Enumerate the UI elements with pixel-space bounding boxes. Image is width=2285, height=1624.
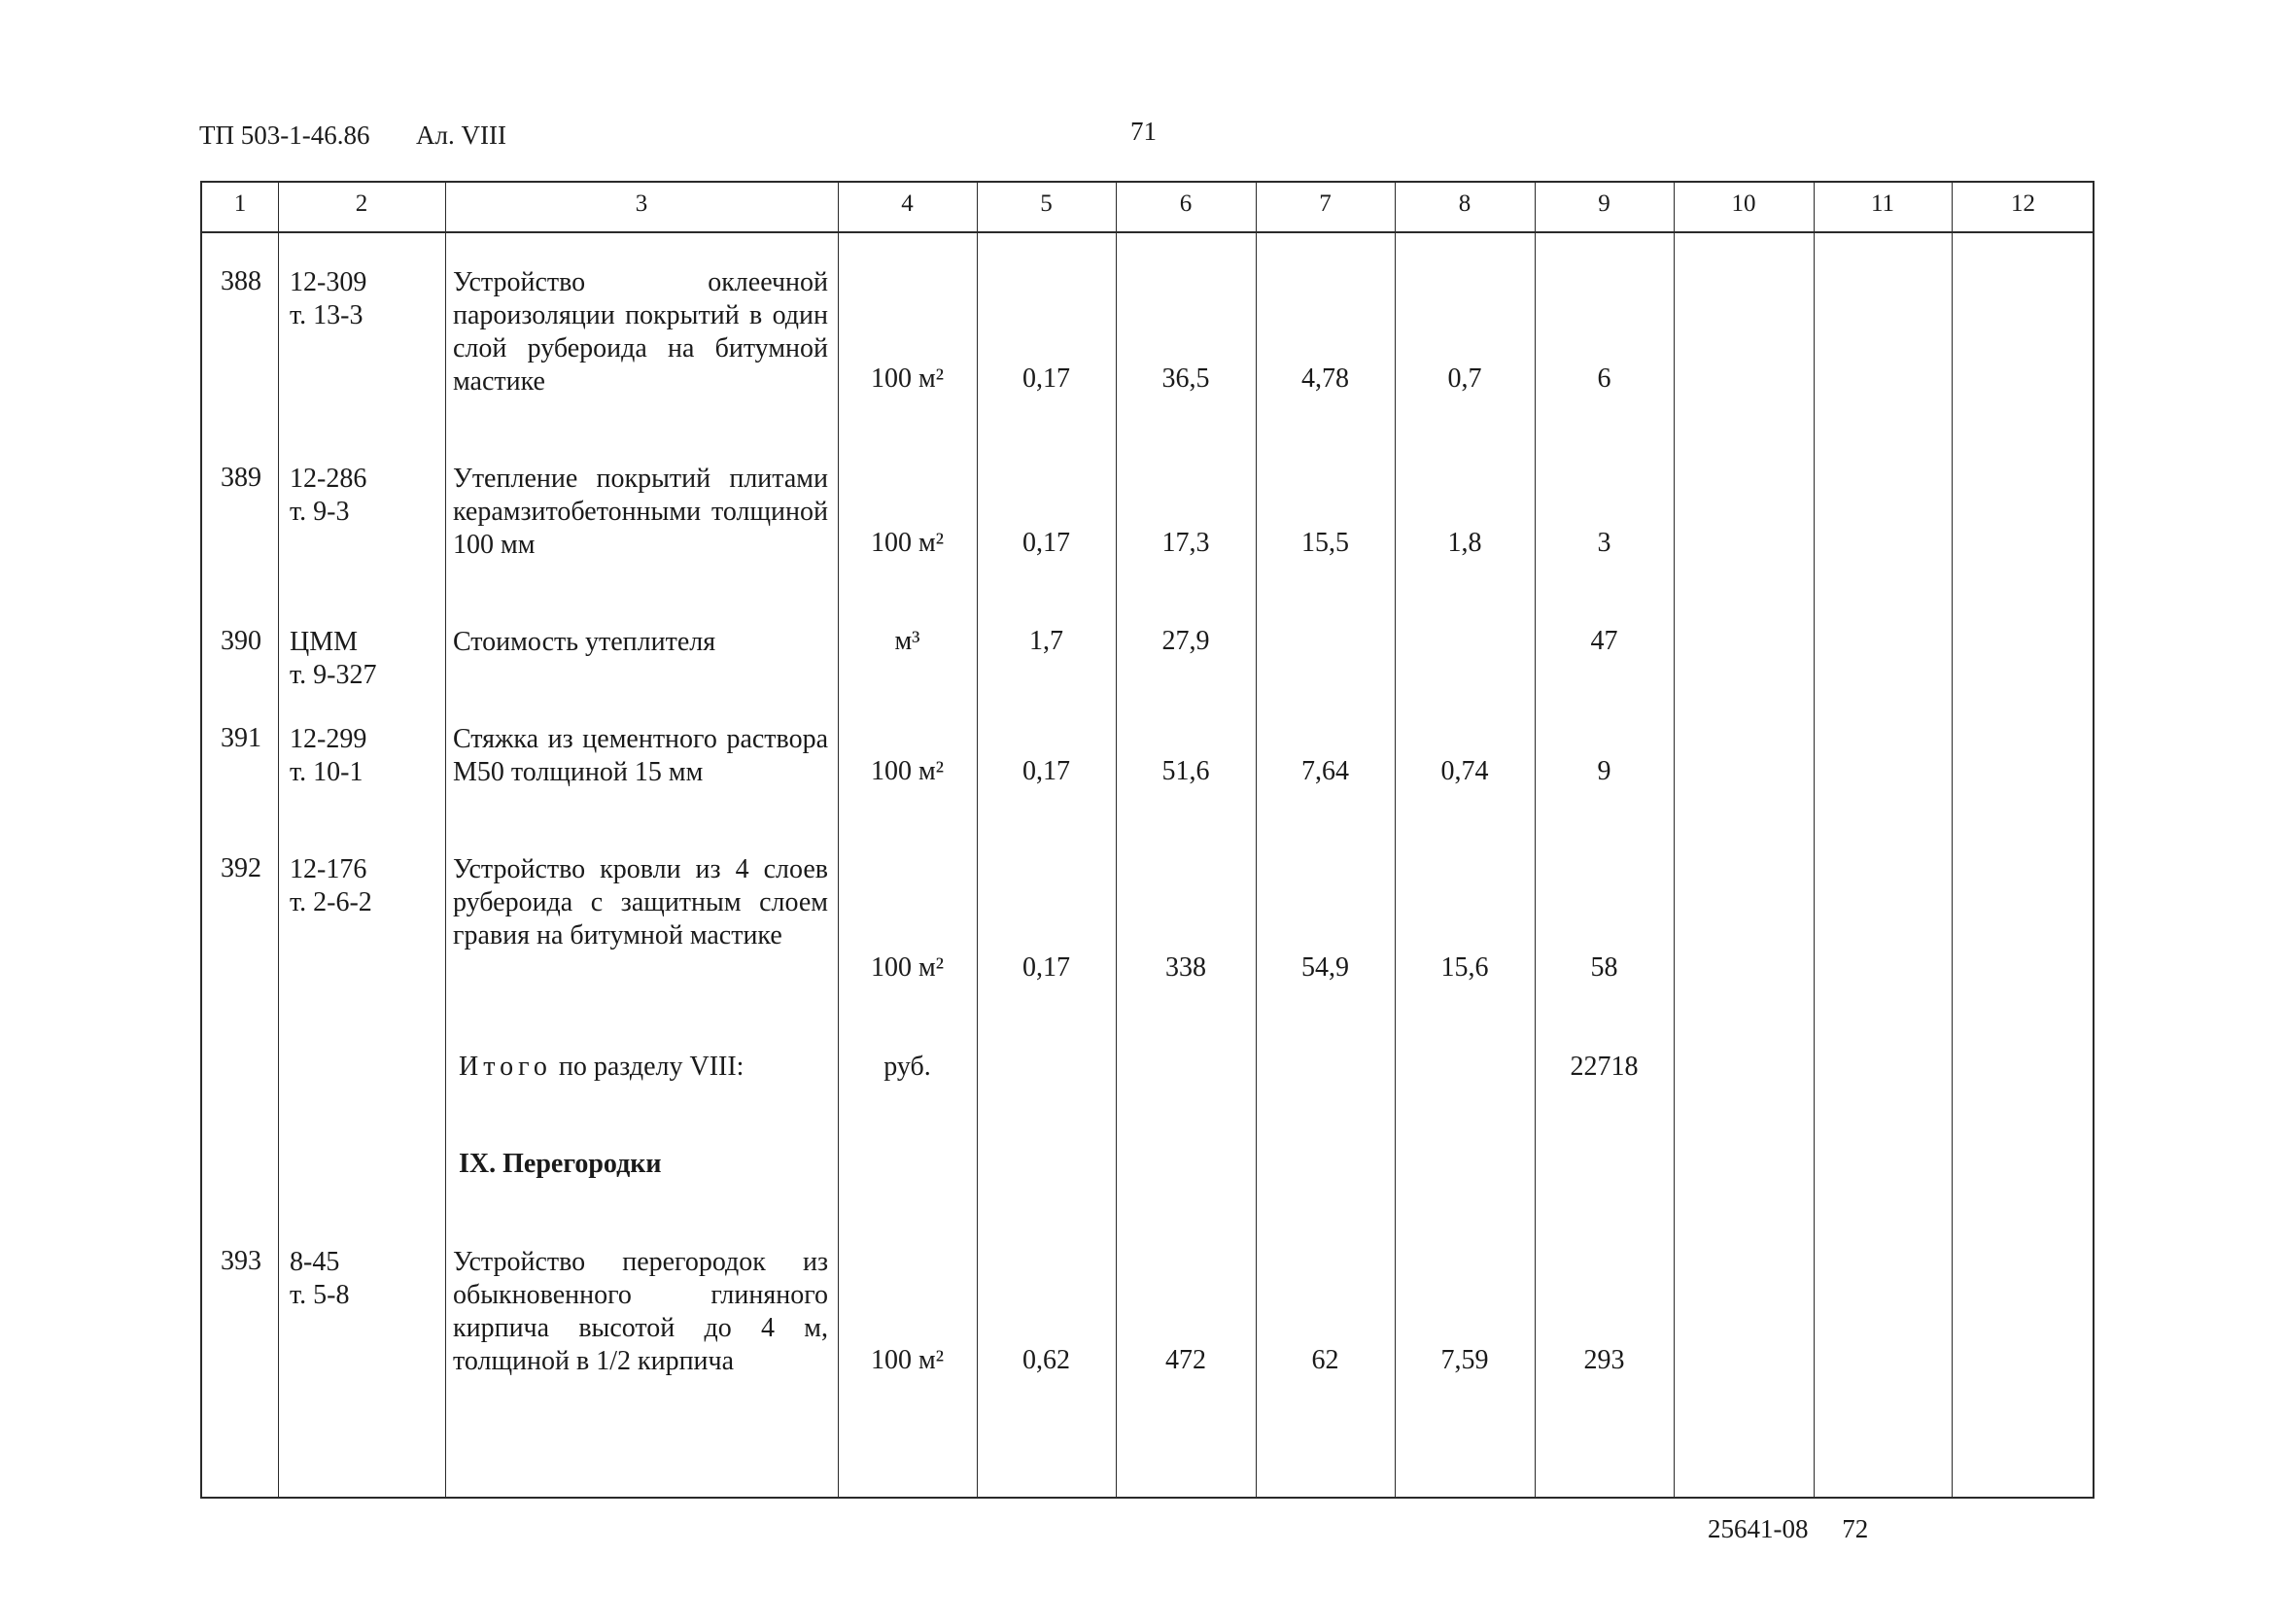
norm-code <box>290 1246 349 1312</box>
col-divider <box>278 183 279 1497</box>
norm-code <box>290 723 366 789</box>
page-number: 71 <box>1130 117 1157 146</box>
unit-cell: 100 м² <box>870 363 945 394</box>
total-label-spaced: Итого <box>459 1052 552 1082</box>
page-footer <box>1708 1514 1868 1544</box>
unit-cell: 100 м² <box>870 528 945 558</box>
norm-code <box>290 463 366 529</box>
col7-cell: 54,9 <box>1301 952 1349 983</box>
norm-code-table: т. 10-1 <box>290 757 364 787</box>
col7-cell: 62 <box>1311 1345 1339 1375</box>
row-number: 390 <box>221 626 261 656</box>
section-title: IX. Перегородки <box>459 1149 662 1179</box>
row-number: 392 <box>221 853 261 883</box>
col7-cell: 15,5 <box>1301 528 1349 558</box>
column-number-5: 5 <box>1040 190 1053 217</box>
norm-code-table: т. 2-6-2 <box>290 887 372 917</box>
quantity-cell: 0,17 <box>1022 756 1070 786</box>
row-number: 391 <box>221 723 261 753</box>
quantity-cell: 1,7 <box>1029 626 1063 656</box>
col8-cell: 7,59 <box>1440 1345 1489 1375</box>
quantity-cell: 0,17 <box>1022 528 1070 558</box>
unit-cell: 100 м² <box>870 756 945 786</box>
column-number-9: 9 <box>1598 190 1610 217</box>
norm-code-main: 12-176 <box>290 854 367 884</box>
col9-cell: 58 <box>1590 952 1618 983</box>
estimate-table <box>200 181 2095 1499</box>
footer-doc-number: 25641-08 <box>1708 1514 1809 1543</box>
work-description: Утепление покрытий плитами керамзитобетонными толщиной 100 мм <box>453 464 828 560</box>
quantity-cell: 0,62 <box>1022 1345 1070 1375</box>
header-divider <box>202 231 2093 233</box>
column-number-2: 2 <box>355 190 368 217</box>
total-label <box>459 1052 744 1083</box>
col6-cell: 338 <box>1165 952 1206 983</box>
total-unit: руб. <box>883 1052 931 1082</box>
column-number-6: 6 <box>1179 190 1193 217</box>
norm-code-main: 12-286 <box>290 464 367 494</box>
col9-cell: 293 <box>1583 1345 1625 1375</box>
unit-cell: 100 м² <box>870 1345 945 1375</box>
norm-code-table: т. 9-3 <box>290 497 350 527</box>
norm-code <box>290 266 366 332</box>
work-description: Стоимость утеплителя <box>453 627 716 657</box>
column-number-4: 4 <box>901 190 914 217</box>
column-number-10: 10 <box>1731 190 1756 217</box>
col6-cell: 27,9 <box>1161 626 1210 656</box>
norm-code-main: 8-45 <box>290 1247 340 1277</box>
work-description: Устройство кровли из 4 слоев рубероида с защитным слоем гравия на битумной мастике <box>453 854 828 950</box>
work-description: Устройство оклеечной пароизоляции покрытий в один слой рубероида на битумной мастике <box>453 267 828 397</box>
document-code: ТП 503-1-46.86 <box>199 121 370 150</box>
col-divider <box>1814 183 1815 1497</box>
row-number: 393 <box>221 1246 261 1276</box>
col8-cell: 15,6 <box>1440 952 1489 983</box>
norm-code-table: т. 5-8 <box>290 1280 350 1310</box>
norm-code-table: т. 13-3 <box>290 300 364 330</box>
col8-cell: 0,74 <box>1440 756 1489 786</box>
col-divider <box>1952 183 1953 1497</box>
col6-cell: 51,6 <box>1161 756 1210 786</box>
col6-cell: 17,3 <box>1161 528 1210 558</box>
column-number-12: 12 <box>2011 190 2035 217</box>
col9-cell: 3 <box>1597 528 1611 558</box>
norm-code-main: 12-299 <box>290 724 367 754</box>
footer-sheet-number: 72 <box>1842 1514 1869 1543</box>
col7-cell: 4,78 <box>1301 363 1349 394</box>
col9-cell: 47 <box>1590 626 1618 656</box>
column-number-11: 11 <box>1870 190 1895 217</box>
col6-cell: 36,5 <box>1161 363 1210 394</box>
row-number: 388 <box>221 266 261 296</box>
quantity-cell: 0,17 <box>1022 363 1070 394</box>
column-number-3: 3 <box>635 190 648 217</box>
col7-cell: 7,64 <box>1301 756 1349 786</box>
col-divider <box>1674 183 1675 1497</box>
unit-cell: м³ <box>894 626 920 656</box>
work-description: Устройство перегородок из обыкновенного глиняного кирпича высотой до 4 м, толщиной в 1/2 кирпича <box>453 1247 828 1376</box>
total-label-rest: по разделу VIII: <box>558 1052 744 1082</box>
col9-cell: 9 <box>1597 756 1611 786</box>
col6-cell: 472 <box>1165 1345 1206 1375</box>
col-divider <box>445 183 446 1497</box>
row-number: 389 <box>221 463 261 493</box>
norm-code-table: т. 9-327 <box>290 660 377 690</box>
col8-cell: 0,7 <box>1447 363 1482 394</box>
column-number-7: 7 <box>1319 190 1332 217</box>
col8-cell: 1,8 <box>1447 528 1482 558</box>
total-value: 22718 <box>1570 1052 1639 1082</box>
col9-cell: 6 <box>1597 363 1611 394</box>
norm-code <box>290 853 372 919</box>
quantity-cell: 0,17 <box>1022 952 1070 983</box>
unit-cell: 100 м² <box>870 952 945 983</box>
norm-code <box>290 626 376 692</box>
work-description: Стяжка из цементного раствора М50 толщиной 15 мм <box>453 724 828 787</box>
column-number-8: 8 <box>1458 190 1471 217</box>
column-number-1: 1 <box>233 190 247 217</box>
norm-code-main: 12-309 <box>290 267 367 297</box>
norm-code-main: ЦММ <box>290 627 359 657</box>
album-label: Ал. VIII <box>416 121 506 150</box>
